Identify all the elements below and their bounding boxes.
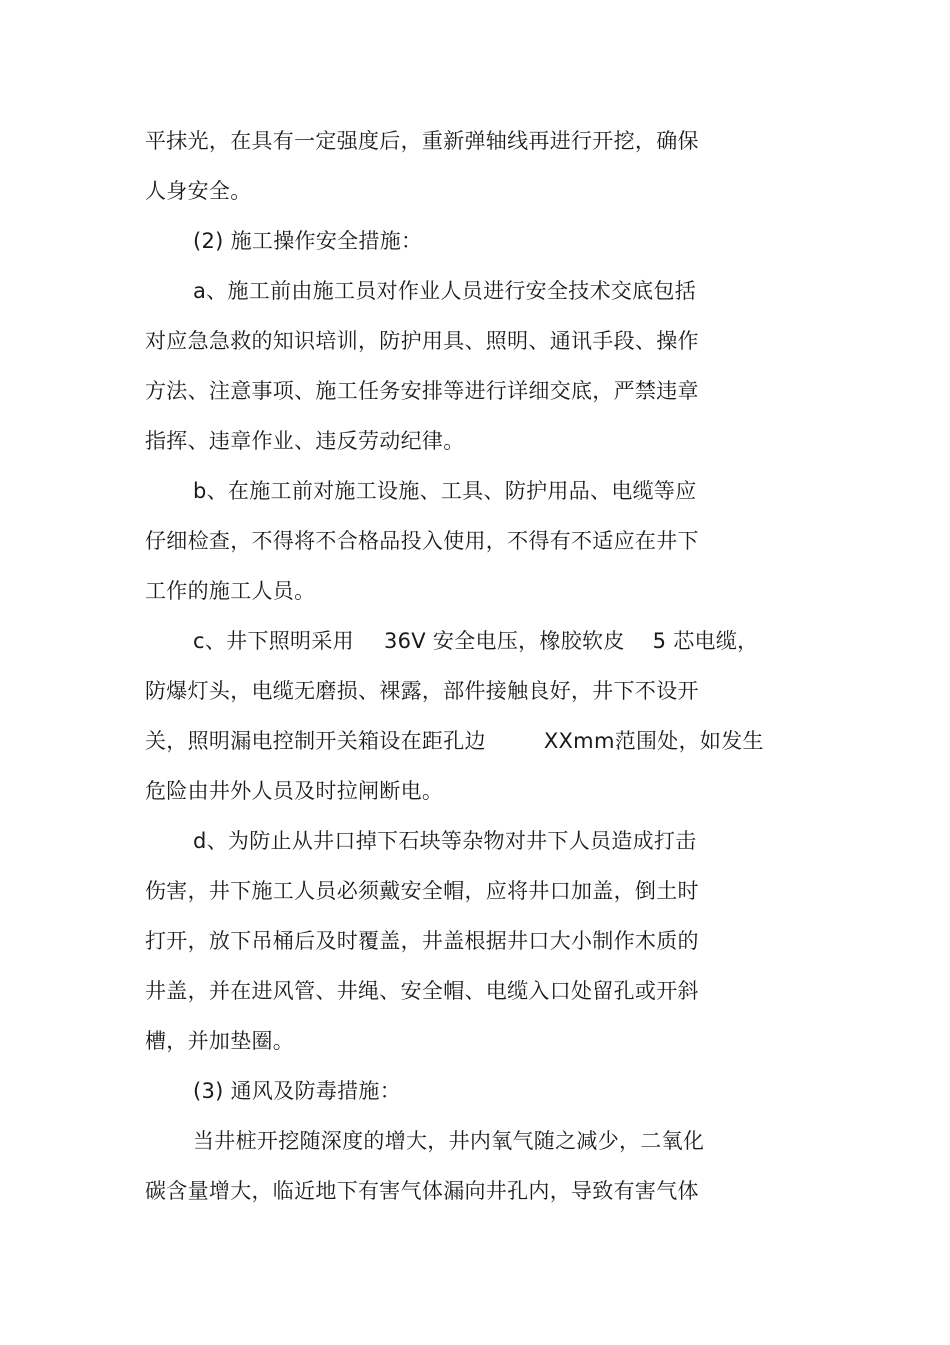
text-segment: 关，照明漏电控制开关箱设在距孔边 (145, 729, 486, 753)
text-line: 对应急急救的知识培训，防护用具、照明、通讯手段、操作 (145, 329, 699, 353)
text-segment: c、井下照明采用 (193, 629, 354, 653)
text-line (193, 626, 758, 656)
text-line: 井盖，并在进风管、井绳、安全帽、电缆入口处留孔或开斜 (145, 979, 699, 1003)
text-line: 仔细检查，不得将不合格品投入使用，不得有不适应在井下 (145, 529, 699, 553)
text-line: a、施工前由施工员对作业人员进行安全技术交底包括 (193, 279, 697, 303)
text-line: 防爆灯头，电缆无磨损、裸露，部件接触良好，井下不设开 (145, 679, 699, 703)
text-line (145, 726, 764, 756)
text-line: 当井桩开挖随深度的增大，井内氧气随之减少，二氧化 (193, 1129, 705, 1153)
text-line: b、在施工前对施工设施、工具、防护用品、电缆等应 (193, 479, 697, 503)
text-line: 伤害，井下施工人员必须戴安全帽，应将井口加盖，倒土时 (145, 879, 699, 903)
text-line: 人身安全。 (145, 179, 252, 203)
text-segment: 36V 安全电压，橡胶软皮 (383, 629, 625, 653)
text-line: 打开，放下吊桶后及时覆盖，井盖根据井口大小制作木质的 (145, 929, 699, 953)
text-line: 工作的施工人员。 (145, 579, 316, 603)
section-heading: (2) 施工操作安全措施： (193, 229, 423, 253)
text-line: 平抹光，在具有一定强度后，重新弹轴线再进行开挖，确保 (145, 129, 699, 153)
text-line: 危险由井外人员及时拉闸断电。 (145, 779, 444, 803)
text-line: 方法、注意事项、施工任务安排等进行详细交底，严禁违章 (145, 379, 699, 403)
text-line: 槽，并加垫圈。 (145, 1029, 295, 1053)
text-segment: 5 芯电缆， (652, 629, 759, 653)
text-line: 指挥、违章作业、违反劳动纪律。 (145, 429, 465, 453)
text-segment: XXmm范围处，如发生 (543, 729, 764, 753)
text-line: 碳含量增大，临近地下有害气体漏向井孔内，导致有害气体 (145, 1179, 699, 1203)
text-line: d、为防止从井口掉下石块等杂物对井下人员造成打击 (193, 829, 697, 853)
section-heading: (3) 通风及防毒措施： (193, 1079, 402, 1103)
